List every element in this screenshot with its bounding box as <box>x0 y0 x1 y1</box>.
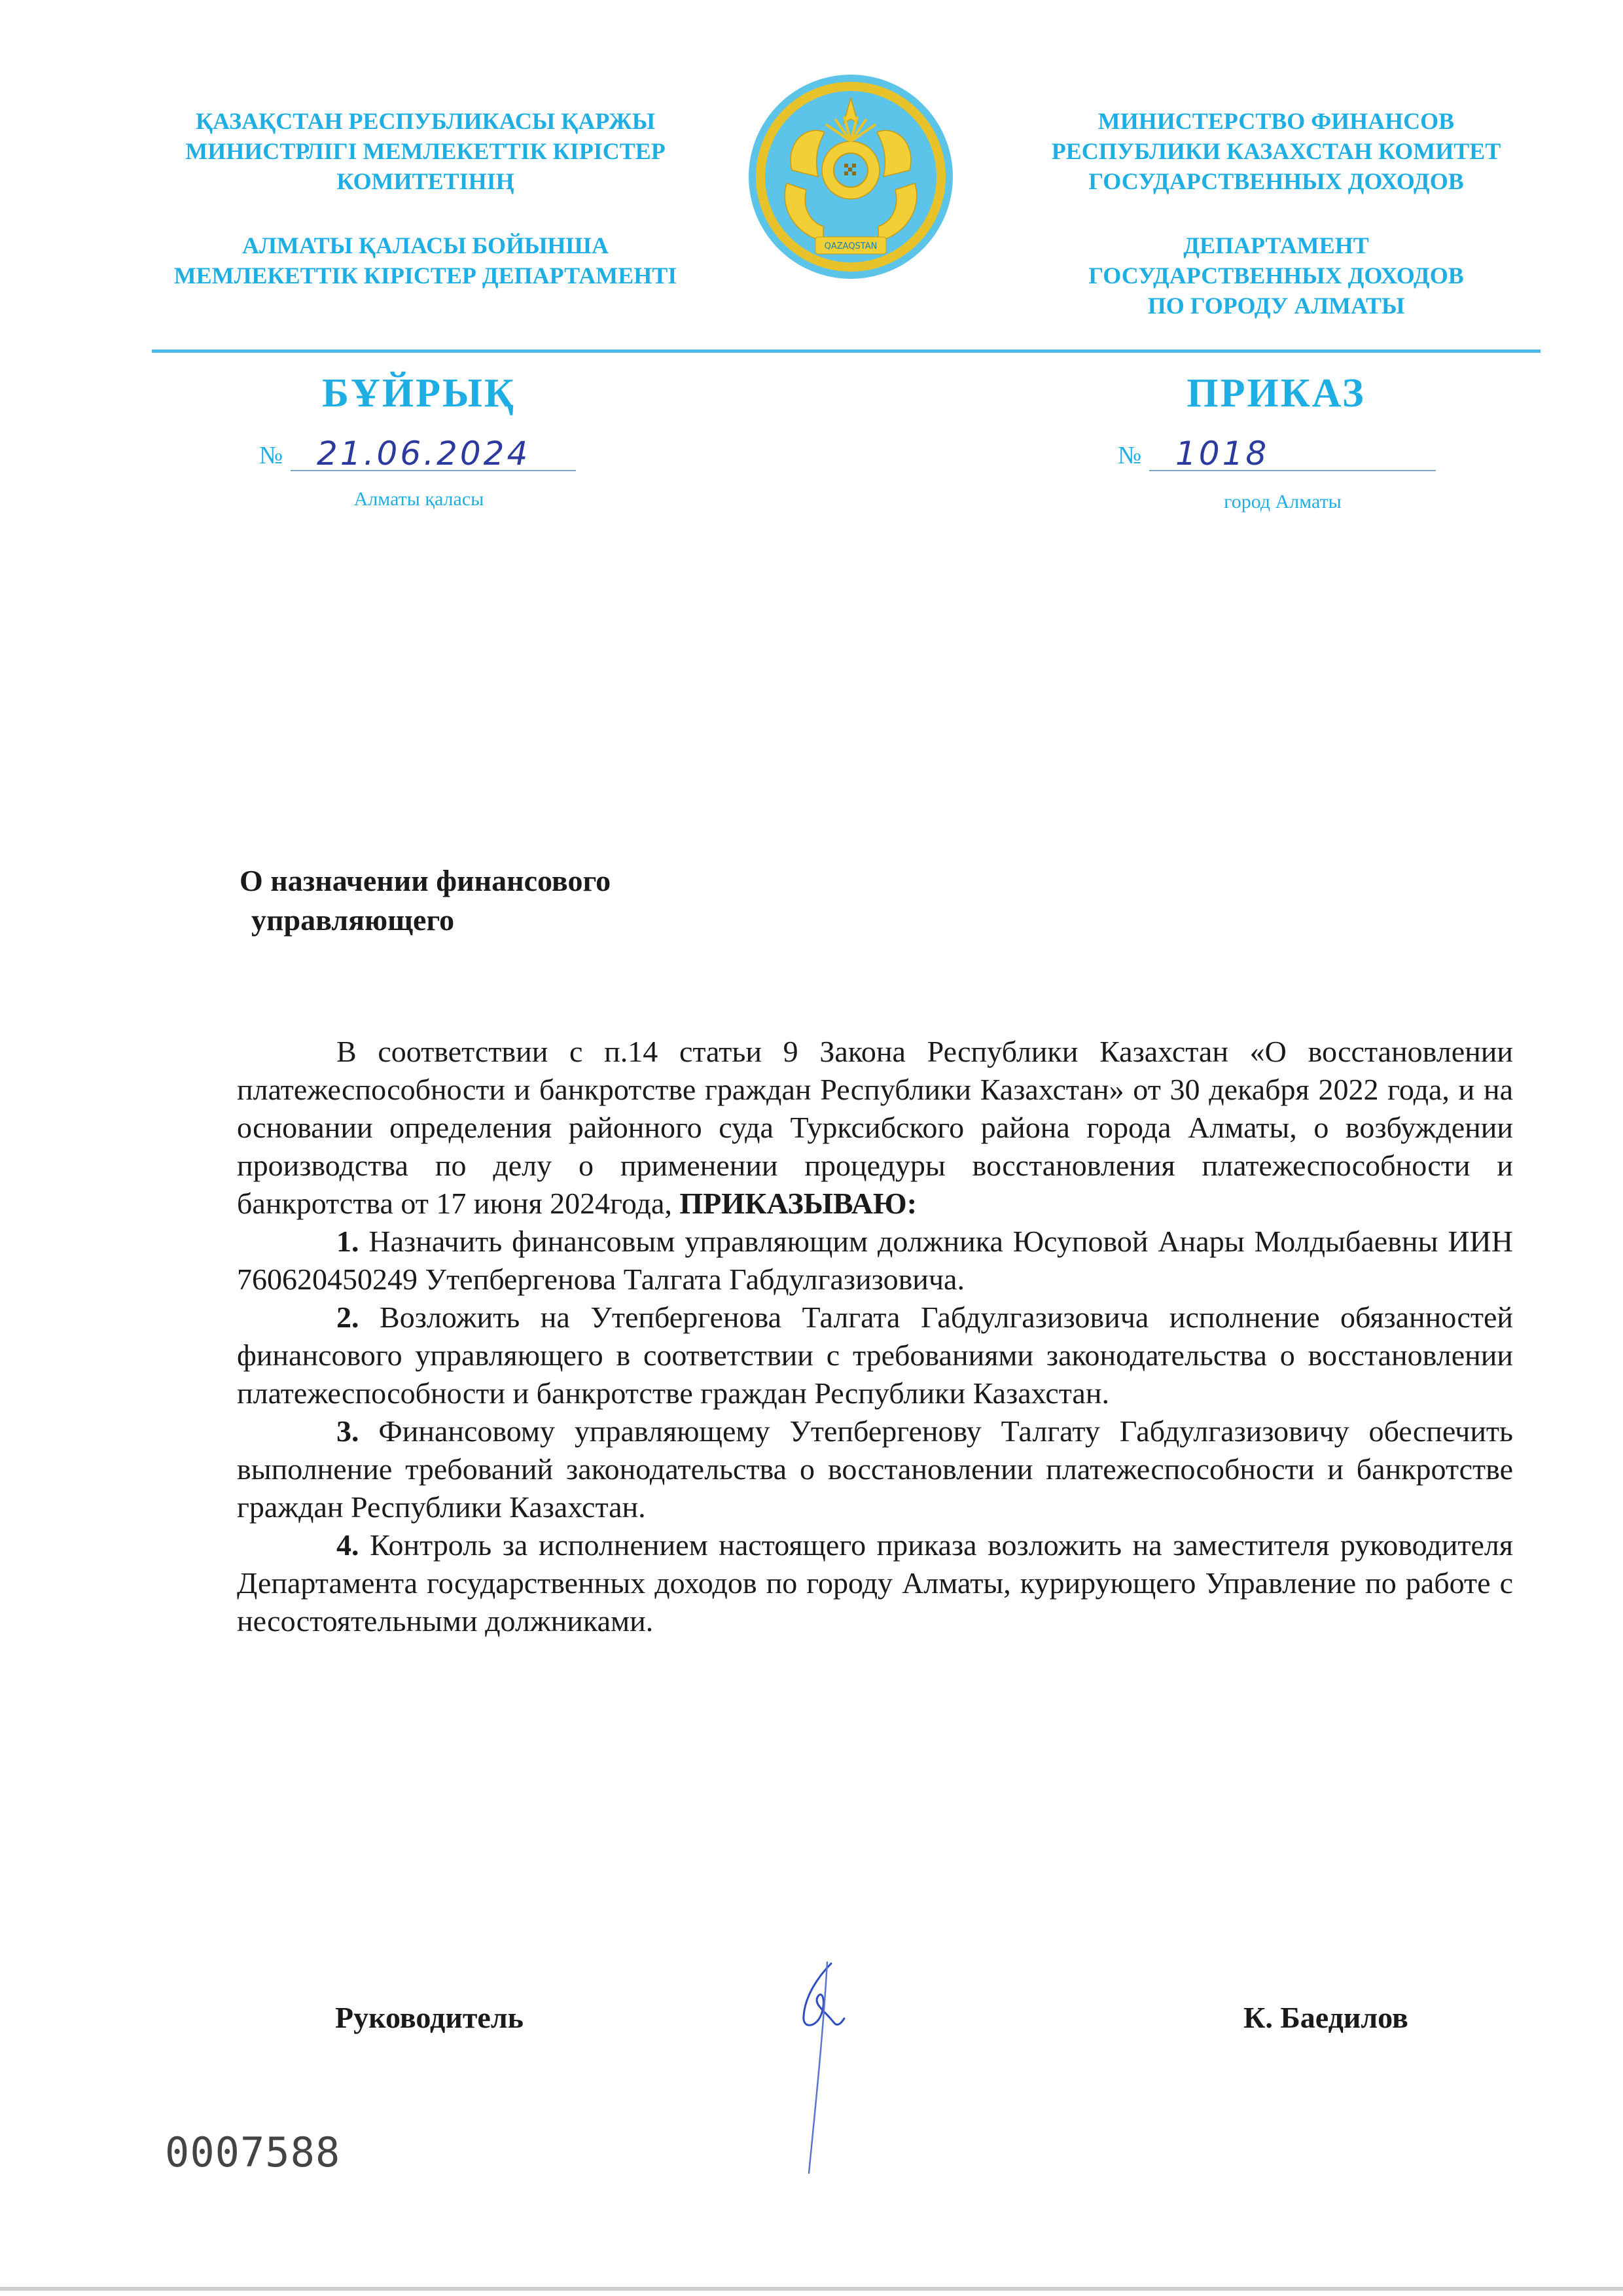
order-number-line <box>1118 435 1436 474</box>
order-item <box>237 1223 1513 1299</box>
emblem-text: QAZAQSTAN <box>824 242 878 251</box>
handwritten-date: 21.06.2024 <box>317 435 531 473</box>
item-number: 2. <box>336 1300 359 1334</box>
intro-text: В соответствии с п.14 статьи 9 Закона Республики Казахстан «О восстановлении платежеспособности и банкротстве граждан Республики Казахстан» от 30 декабря 2022 года, и на основании определения районного суда Турксибского района города Алматы, о возбуждении производства по делу о применении процедуры восстановления платежеспособности и банкротства от 17 июня 2024года, <box>237 1035 1513 1220</box>
order-item <box>237 1412 1513 1526</box>
item-text: Финансовому управляющему Утепбергенову Талгату Габдулгазизовичу обеспечить выполнение требований законодательства о восстановлении платежеспособности и банкротстве граждан Республики Казахстан. <box>237 1414 1514 1524</box>
number-symbol: № <box>259 442 283 469</box>
number-field <box>1149 435 1436 471</box>
order-date-line <box>259 435 576 474</box>
header-right-org-line: МИНИСТЕРСТВО ФИНАНСОВ <box>1097 108 1455 134</box>
item-number: 1. <box>336 1225 359 1258</box>
header-left-dept-line: МЕМЛЕКЕТТІК КІРІСТЕР ДЕПАРТАМЕНТІ <box>173 262 677 289</box>
date-field <box>291 435 576 471</box>
order-subject <box>240 861 611 940</box>
serial-number: 0007588 <box>165 2128 341 2176</box>
header-right-russian <box>1008 106 1544 321</box>
order-title-kazakh: БҰЙРЫҚ <box>322 371 516 416</box>
order-item <box>237 1299 1513 1412</box>
item-text: Назначить финансовым управляющим должника Юсуповой Анары Молдыбаевны ИИН 760620450249 Утепбергенова Талгата Габдулгазизовича. <box>237 1225 1513 1296</box>
header-right-org-line: ГОСУДАРСТВЕННЫХ ДОХОДОВ <box>1088 168 1464 194</box>
header-right-org-line: РЕСПУБЛИКИ КАЗАХСТАН КОМИТЕТ <box>1051 138 1501 164</box>
item-number: 3. <box>336 1414 359 1448</box>
subject-line: О назначении финансового <box>240 864 611 897</box>
header-left-org-line: МИНИСТРЛІГІ МЕМЛЕКЕТТІК КІРІСТЕР <box>185 138 666 164</box>
number-symbol: № <box>1118 442 1142 469</box>
header-right-dept-line: ДЕПАРТАМЕНТ <box>1183 232 1369 259</box>
item-number: 4. <box>336 1528 359 1562</box>
handwritten-number: 1018 <box>1175 435 1270 473</box>
signer-role: Руководитель <box>335 2001 524 2034</box>
subject-line: управляющего <box>251 903 455 937</box>
header-left-org-line: КОМИТЕТІНІҢ <box>336 168 514 194</box>
header-left-kazakh <box>137 106 713 291</box>
item-text: Контроль за исполнением настоящего приказа возложить на заместителя руководителя Департамента государственных доходов по городу Алматы, курирующего Управление по работе с несостоятельными должниками. <box>237 1528 1514 1638</box>
city-kazakh: Алматы қаласы <box>353 488 484 510</box>
header-left-dept-line: АЛМАТЫ ҚАЛАСЫ БОЙЫНША <box>242 232 609 259</box>
city-russian: город Алматы <box>1224 491 1342 512</box>
order-title-russian: ПРИКАЗ <box>1186 371 1366 416</box>
header-divider <box>152 350 1541 353</box>
header-right-dept-line: ГОСУДАРСТВЕННЫХ ДОХОДОВ <box>1088 262 1464 289</box>
order-item <box>237 1526 1513 1640</box>
intro-directive: ПРИКАЗЫВАЮ: <box>679 1187 918 1220</box>
intro-paragraph <box>237 1033 1513 1223</box>
header-left-org-line: ҚАЗАҚСТАН РЕСПУБЛИКАСЫ ҚАРЖЫ <box>195 108 656 134</box>
handwritten-signature <box>753 1950 877 2186</box>
state-emblem-icon <box>746 72 955 281</box>
page-bottom-edge <box>0 2287 1623 2291</box>
header-right-dept-line: ПО ГОРОДУ АЛМАТЫ <box>1147 293 1405 319</box>
order-body <box>237 1033 1513 1640</box>
signer-name: К. Баедилов <box>1243 2001 1408 2034</box>
item-text: Возложить на Утепбергенова Талгата Габдулгазизовича исполнение обязанностей финансового управляющего в соответствии с требованиями законодательства о восстановлении платежеспособности и банкротстве граждан Республики Казахстан. <box>237 1300 1513 1410</box>
